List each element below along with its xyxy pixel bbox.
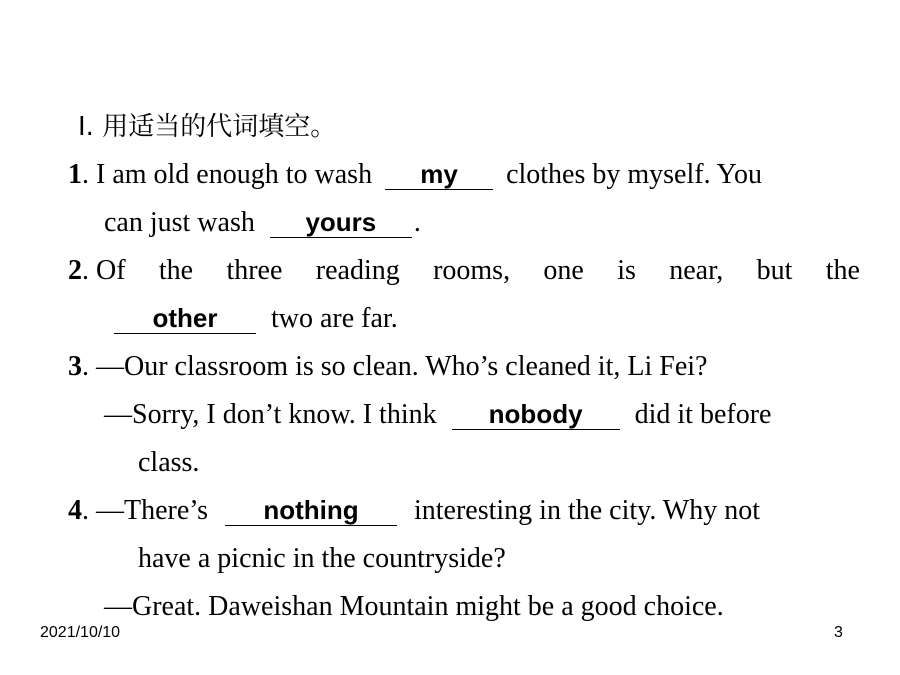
answer-blank — [114, 303, 256, 334]
question-text: can just wash — [104, 207, 255, 238]
section-roman: Ⅰ — [78, 112, 86, 142]
question-4-line-2 — [138, 542, 506, 576]
question-word: but — [756, 255, 793, 286]
question-word: reading — [315, 255, 400, 286]
answer-text: other — [152, 303, 218, 333]
question-4-line-1 — [68, 494, 860, 528]
question-1-line-2 — [104, 206, 421, 240]
question-word: is — [617, 255, 636, 286]
question-number: 3 — [68, 351, 82, 382]
question-word: rooms, — [433, 255, 511, 286]
question-3-line-1 — [68, 350, 707, 384]
answer-text: nothing — [263, 495, 359, 525]
section-title: . 用适当的代词填空。 — [85, 112, 337, 142]
question-4-line-3 — [104, 590, 724, 624]
section-heading — [78, 110, 336, 144]
question-3-line-3 — [138, 446, 199, 480]
question-word: one — [543, 255, 584, 286]
question-word: . Of — [82, 255, 126, 286]
footer-date: 2021/10/10 — [40, 624, 121, 641]
question-1-line-1 — [68, 158, 860, 192]
question-text: did it before — [634, 399, 772, 430]
question-text: have a picnic in the countryside? — [138, 543, 506, 574]
question-text: class. — [138, 447, 200, 478]
question-2-line-2 — [114, 302, 398, 336]
question-number: 4 — [68, 495, 82, 526]
question-text: two are far. — [271, 303, 398, 334]
question-text: . — [413, 207, 421, 238]
answer-blank — [385, 159, 493, 190]
footer-page-number: 3 — [834, 624, 843, 641]
answer-blank — [452, 399, 620, 430]
answer-blank — [270, 207, 412, 238]
question-2-line-1 — [68, 254, 860, 288]
question-word: the — [158, 255, 194, 286]
question-word: three — [226, 255, 283, 286]
question-text: . I am old enough to wash — [82, 159, 373, 190]
question-3-line-2 — [104, 398, 860, 432]
question-text: . —There’s — [82, 495, 208, 526]
question-text: —Sorry, I don’t know. I think — [104, 399, 437, 430]
question-text: interesting in the city. Why not — [413, 495, 761, 526]
question-number: 2 — [68, 255, 82, 286]
question-word: near, — [669, 255, 724, 286]
answer-blank — [225, 495, 397, 526]
question-text: clothes by myself. You — [506, 159, 762, 190]
answer-text: yours — [305, 207, 377, 237]
question-text: . —Our classroom is so clean. Who’s cleaned it, Li Fei? — [82, 351, 708, 382]
question-word: the — [825, 255, 860, 286]
question-number: 1 — [68, 159, 82, 190]
answer-text: nobody — [488, 399, 583, 429]
answer-text: my — [420, 159, 458, 189]
question-text: —Great. Daweishan Mountain might be a good choice. — [104, 591, 724, 622]
